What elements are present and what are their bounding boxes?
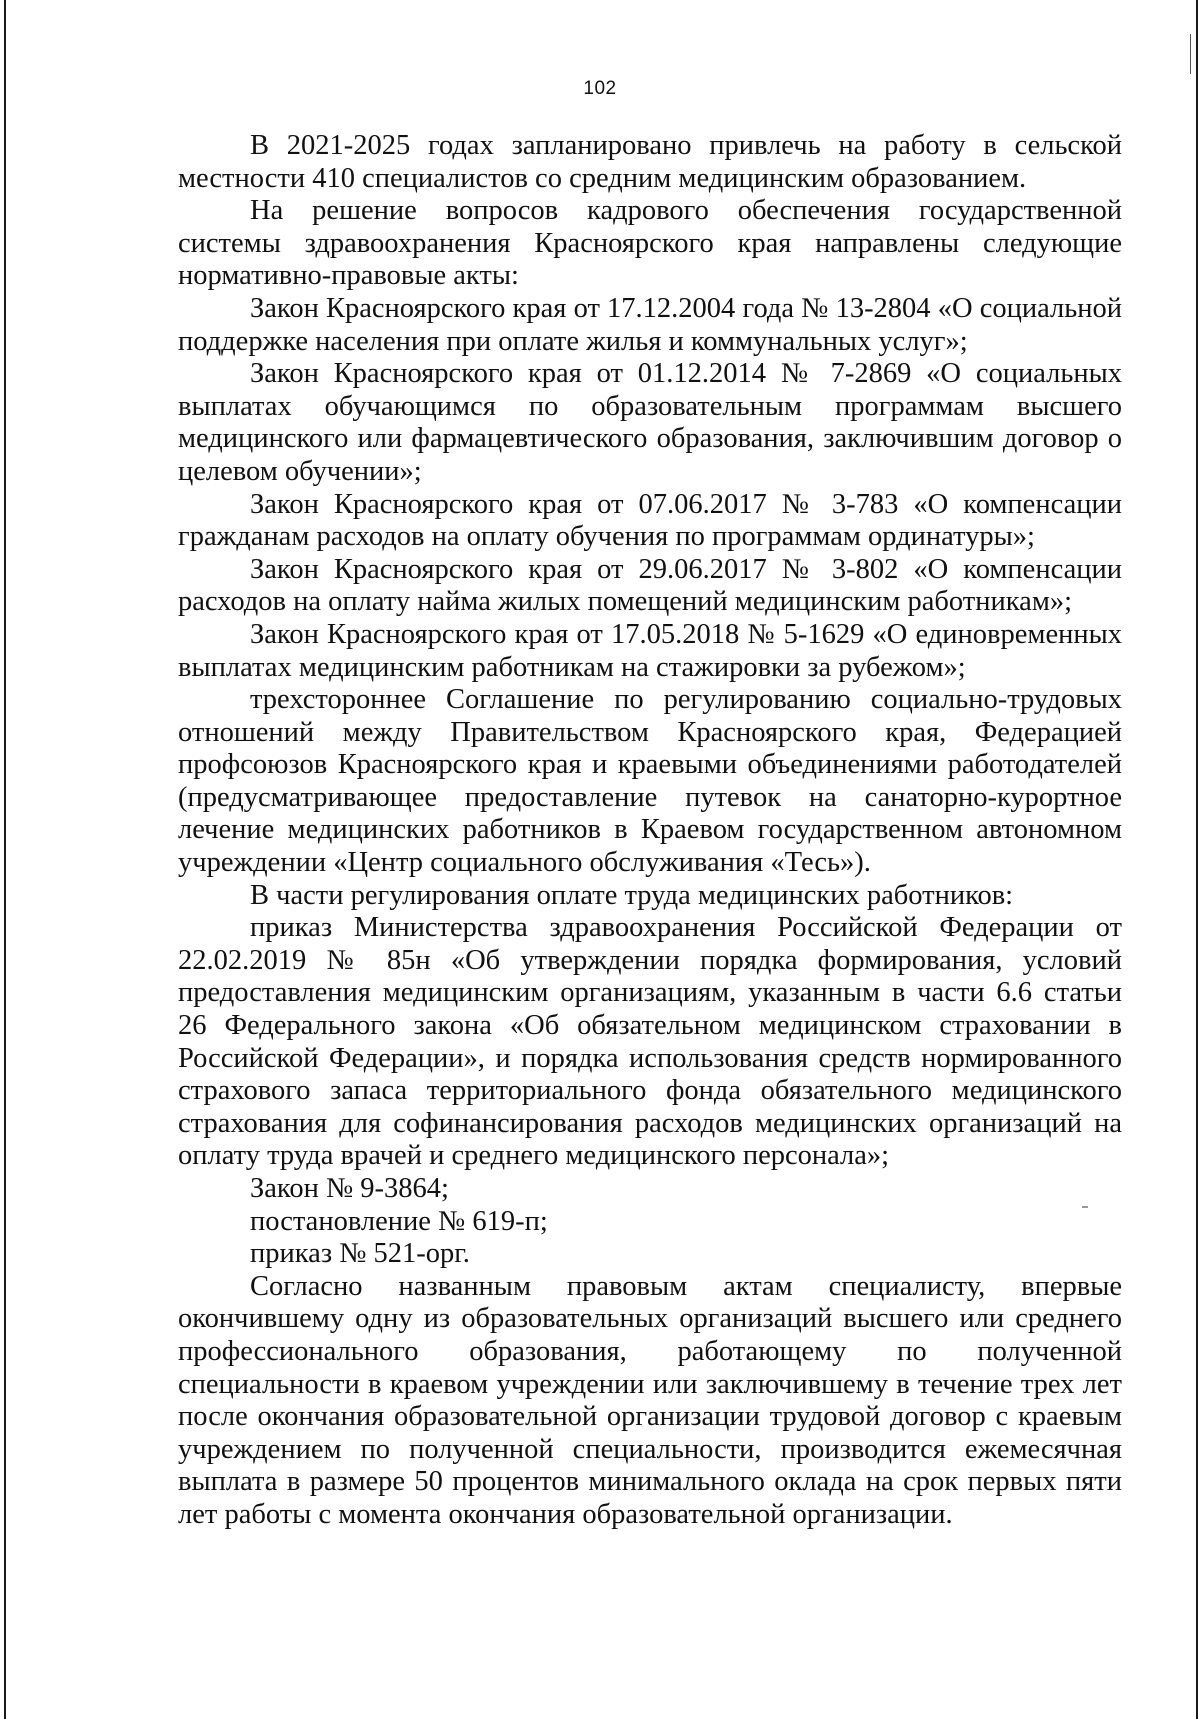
paragraph-order-85n: приказ Министерства здравоохранения Российской Федерации от 22.02.2019 № 85н «Об утверждении порядка формирования, условий предоставления медицинским организациям, указанным в части 6.6 статьи 26 Федерального закона «Об обязательном медицинском страховании в Российской Федерации», и порядка использования средств нормированного страхового запаса территориального фонда обязательного медицинского страхования для софинансирования расходов медицинских организаций на оплату труда врачей и среднего медицинского персонала»; <box>178 912 1122 1172</box>
scan-speck <box>1082 1206 1088 1208</box>
paragraph-resolution-619-p: постановление № 619-п; <box>250 1205 548 1237</box>
document-body <box>178 130 1122 1532</box>
paragraph-law-5-1629: Закон Красноярского края от 17.05.2018 № 5-1629 «О единовременных выплатах медицинским работникам на стажировки за рубежом»; <box>178 618 1122 683</box>
paragraph-monthly-payment: Согласно названным правовым актам специалисту, впервые окончившему одну из образовательных организаций высшего или среднего профессионального образования, работающему по полученной специальности в краевом учреждении или заключившему в течение трех лет после окончания образовательной организации трудовой договор с краевым учреждением по полученной специальности, производится ежемесячная выплата в размере 50 процентов минимального оклада на срок первых пяти лет работы с момента окончания образовательной организации. <box>178 1270 1122 1530</box>
paragraph-rural-specialists: В 2021-2025 годах запланировано привлечь на работу в сельской местности 410 специалистов со средним медицинским образованием. <box>178 130 1122 194</box>
paragraph-law-7-2869: Закон Красноярского края от 01.12.2014 № 7-2869 «О социальных выплатах обучающимся по образовательным программам высшего медицинского или фармацевтического образования, заключившим договор о целевом обучении»; <box>178 358 1122 487</box>
scan-border-left <box>4 0 6 1719</box>
paragraph-law-3-783: Закон Красноярского края от 07.06.2017 № 3-783 «О компенсации гражданам расходов на оплату обучения по программам ординатуры»; <box>178 488 1122 553</box>
paragraph-law-9-3864: Закон № 9-3864; <box>250 1173 449 1204</box>
paragraph-law-13-2804: Закон Красноярского края от 17.12.2004 года № 13-2804 «О социальной поддержке населения при оплате жилья и коммунальных услуг»; <box>178 292 1122 357</box>
page-number: 102 <box>583 78 617 99</box>
paragraph-order-521-org: приказ № 521-орг. <box>250 1238 470 1270</box>
scan-border-right <box>1196 0 1198 1719</box>
paragraph-tripartite-agreement: трехстороннее Соглашение по регулированию социально-трудовых отношений между Правительством Красноярского края, Федерацией профсоюзов Красноярского края и краевыми объединениями работодателей (предусматривающее предоставление путевок на санаторно-курортное лечение медицинских работников в Краевом государственном автономном учреждении «Центр социального обслуживания «Тесь»). <box>178 684 1122 879</box>
paragraph-law-3-802: Закон Красноярского края от 29.06.2017 № 3-802 «О компенсации расходов на оплату найма жилых помещений медицинским работникам»; <box>178 553 1122 618</box>
scan-edge-mark <box>1190 34 1191 74</box>
paragraph-legal-acts-intro: На решение вопросов кадрового обеспечения государственной системы здравоохранения Красноярского края направлены следующие нормативно-правовые акты: <box>178 195 1122 292</box>
paragraph-wage-regulation-intro: В части регулирования оплате труда медицинских работников: <box>250 879 1014 911</box>
